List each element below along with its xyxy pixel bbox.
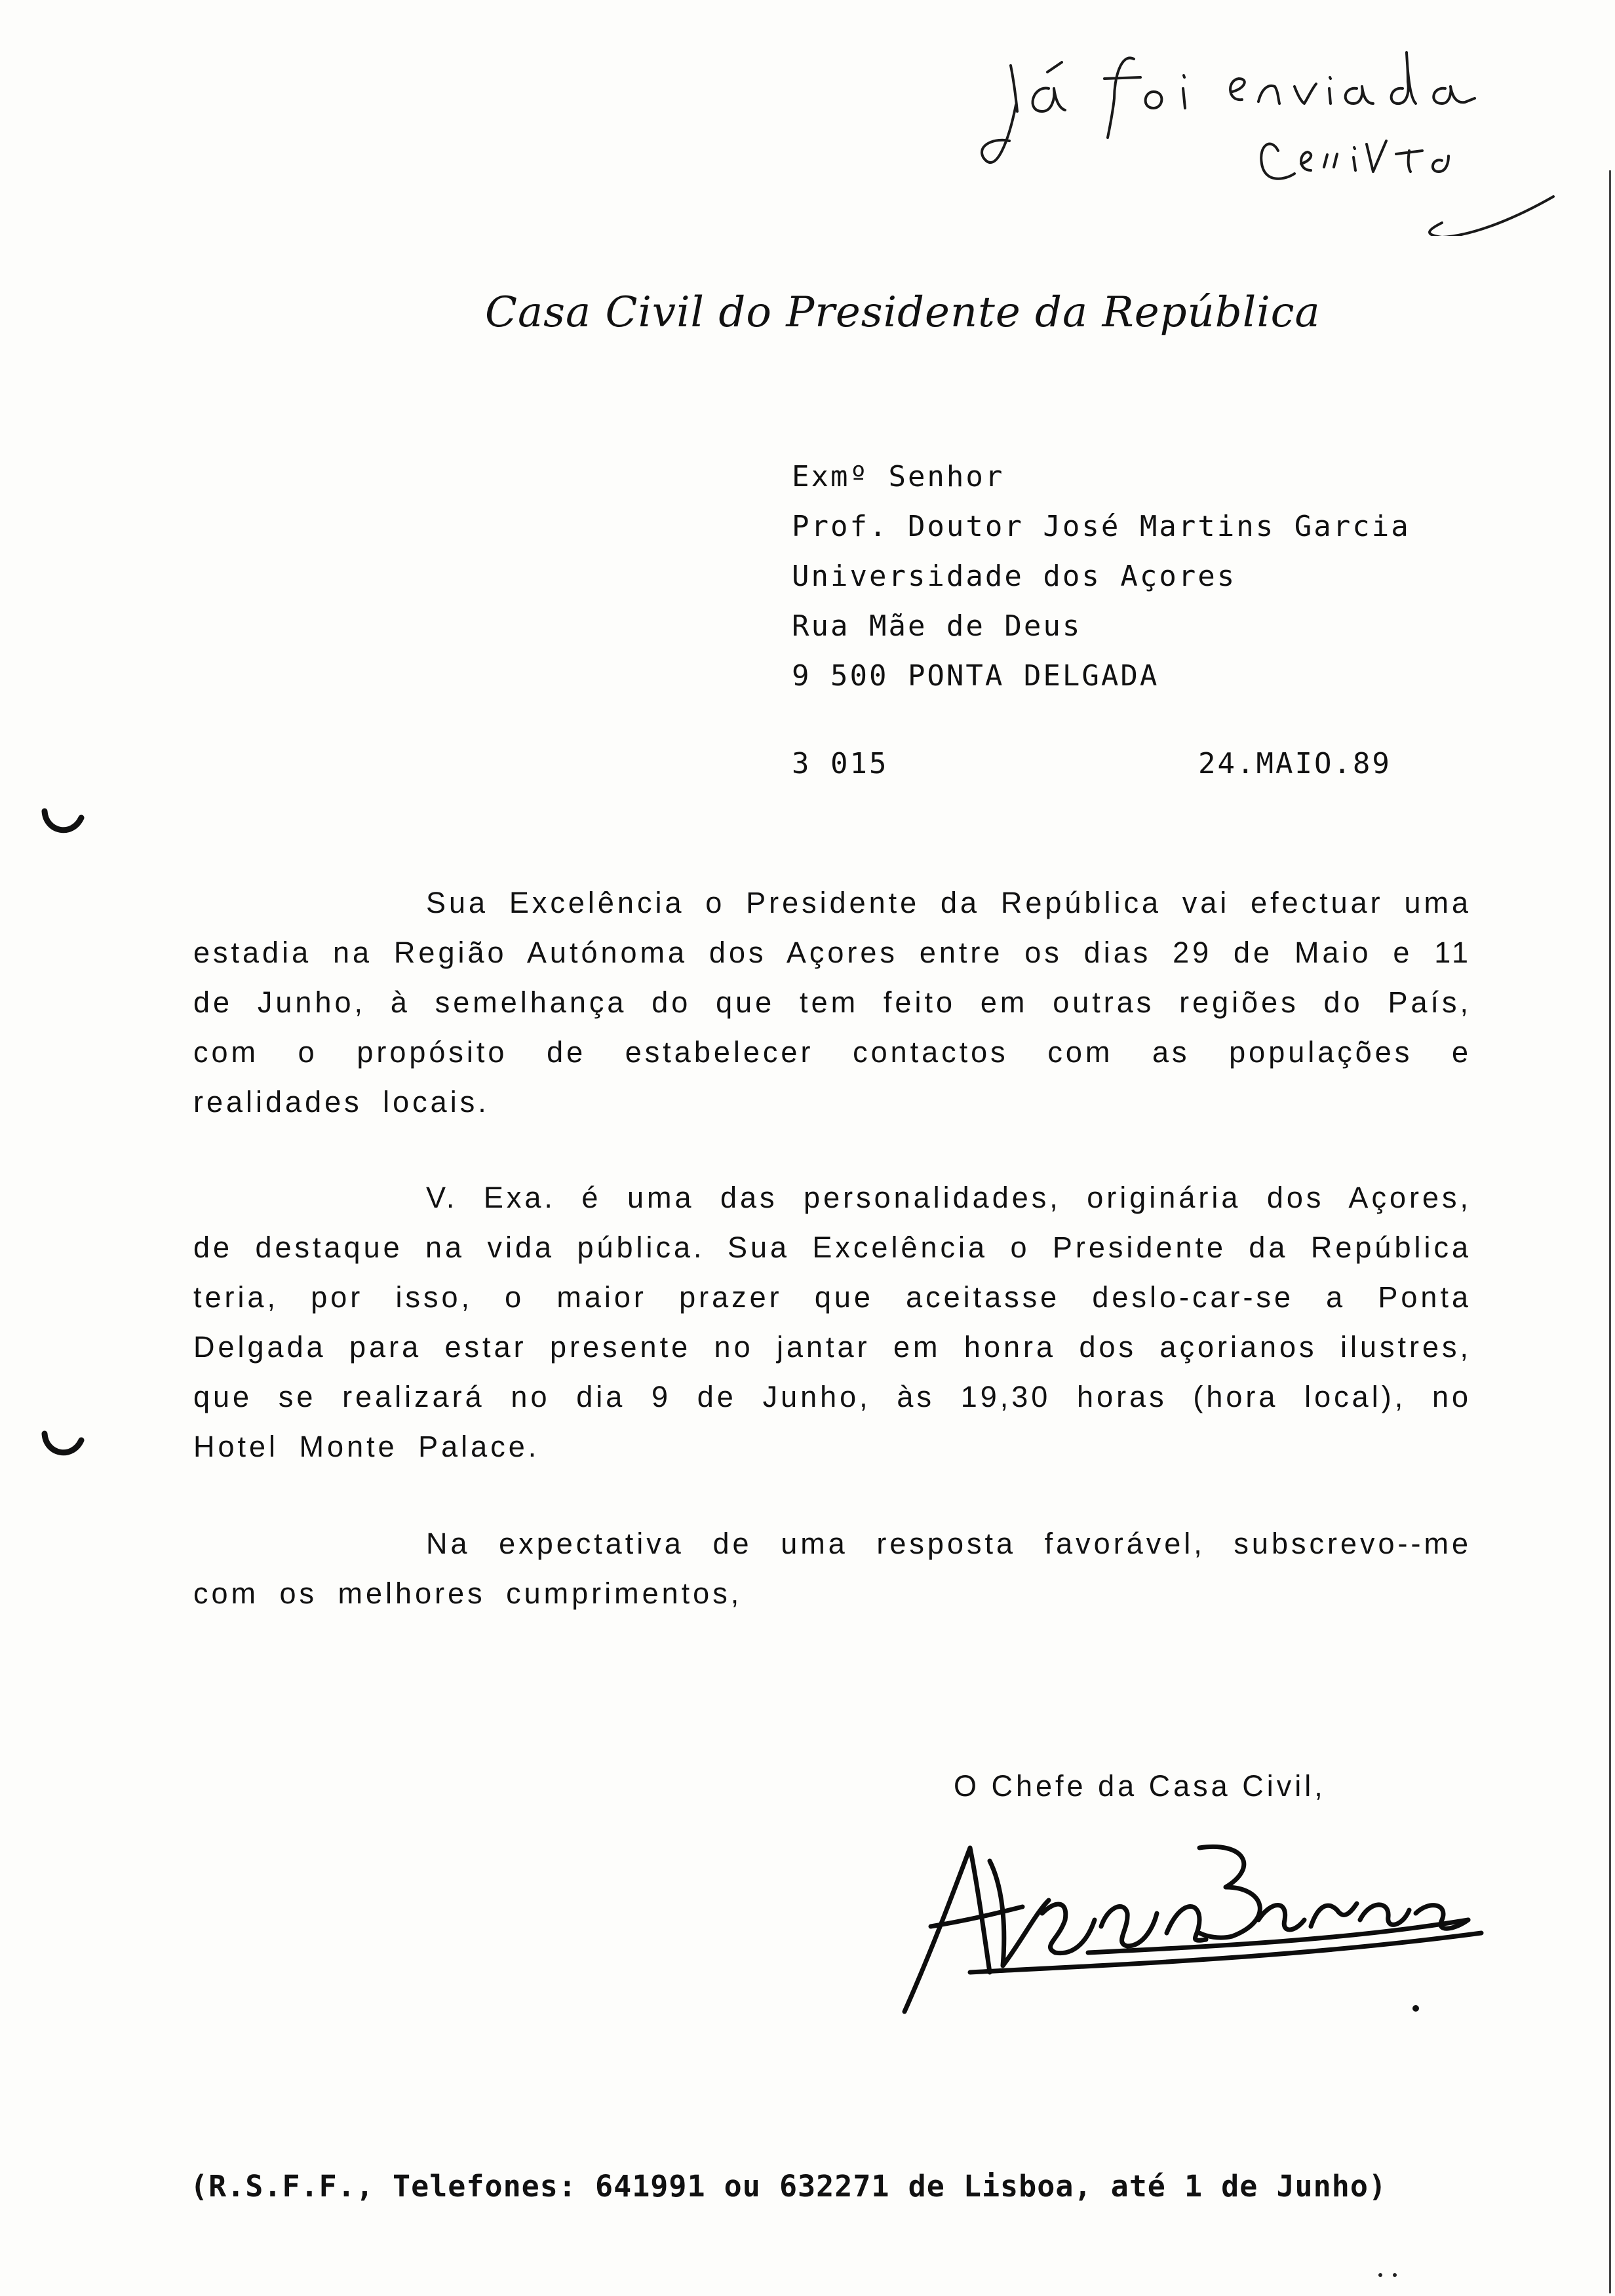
addressee-salutation: Exmº Senhor [792, 460, 1005, 493]
addressee-street: Rua Mãe de Deus [792, 609, 1082, 643]
letterhead [485, 288, 1321, 360]
addressee-city: 9 500 PONTA DELGADA [792, 659, 1159, 693]
body-paragraph-3: Na expectativa de uma resposta favorável, subscrevo--me com os melhores cumprimentos, [193, 1527, 1471, 1610]
punch-hole-mark [39, 806, 85, 839]
letterhead-text: Casa Civil do Presidente da República [485, 288, 1321, 337]
punch-hole-mark [39, 1428, 85, 1461]
body-paragraph-1: Sua Excelência o Presidente da República vai efectuar uma estadia na Região Autónoma dos Açores entre os dias 29 de Maio e 11 de Junho, à semelhança do que tem feito em outras regiões do País, com o propósito de estabelecer contactos com as populações e realidades locais. [193, 886, 1471, 1119]
addressee-institution: Universidade dos Açores [792, 560, 1237, 593]
reference-number: 3 015 [792, 747, 889, 780]
letter-date: 24.MAIO.89 [1198, 747, 1391, 780]
body-paragraph-2: V. Exa. é uma das personalidades, originária dos Açores, de destaque na vida pública. Sua Excelência o Presidente da República teria, por isso, o maior prazer que aceitasse deslo-car-se a Ponta Delgada para estar presente no jantar em honra dos açorianos ilustres, que se realizará no dia 9 de Junho, às 19,30 horas (hora local), no Hotel Monte Palace. [193, 1181, 1471, 1463]
addressee-block [792, 452, 1411, 701]
closing-title: O Chefe da Casa Civil, [954, 1769, 1326, 1803]
page-edge-line [1609, 170, 1611, 2293]
ink-specks [1376, 2270, 1403, 2280]
footer-note: (R.S.F.F., Telefones: 641991 ou 632271 de Lisboa, até 1 de Junho) [190, 2169, 1387, 2204]
addressee-name: Prof. Doutor José Martins Garcia [792, 510, 1411, 543]
signature [891, 1822, 1494, 2018]
handwritten-note [970, 26, 1560, 236]
